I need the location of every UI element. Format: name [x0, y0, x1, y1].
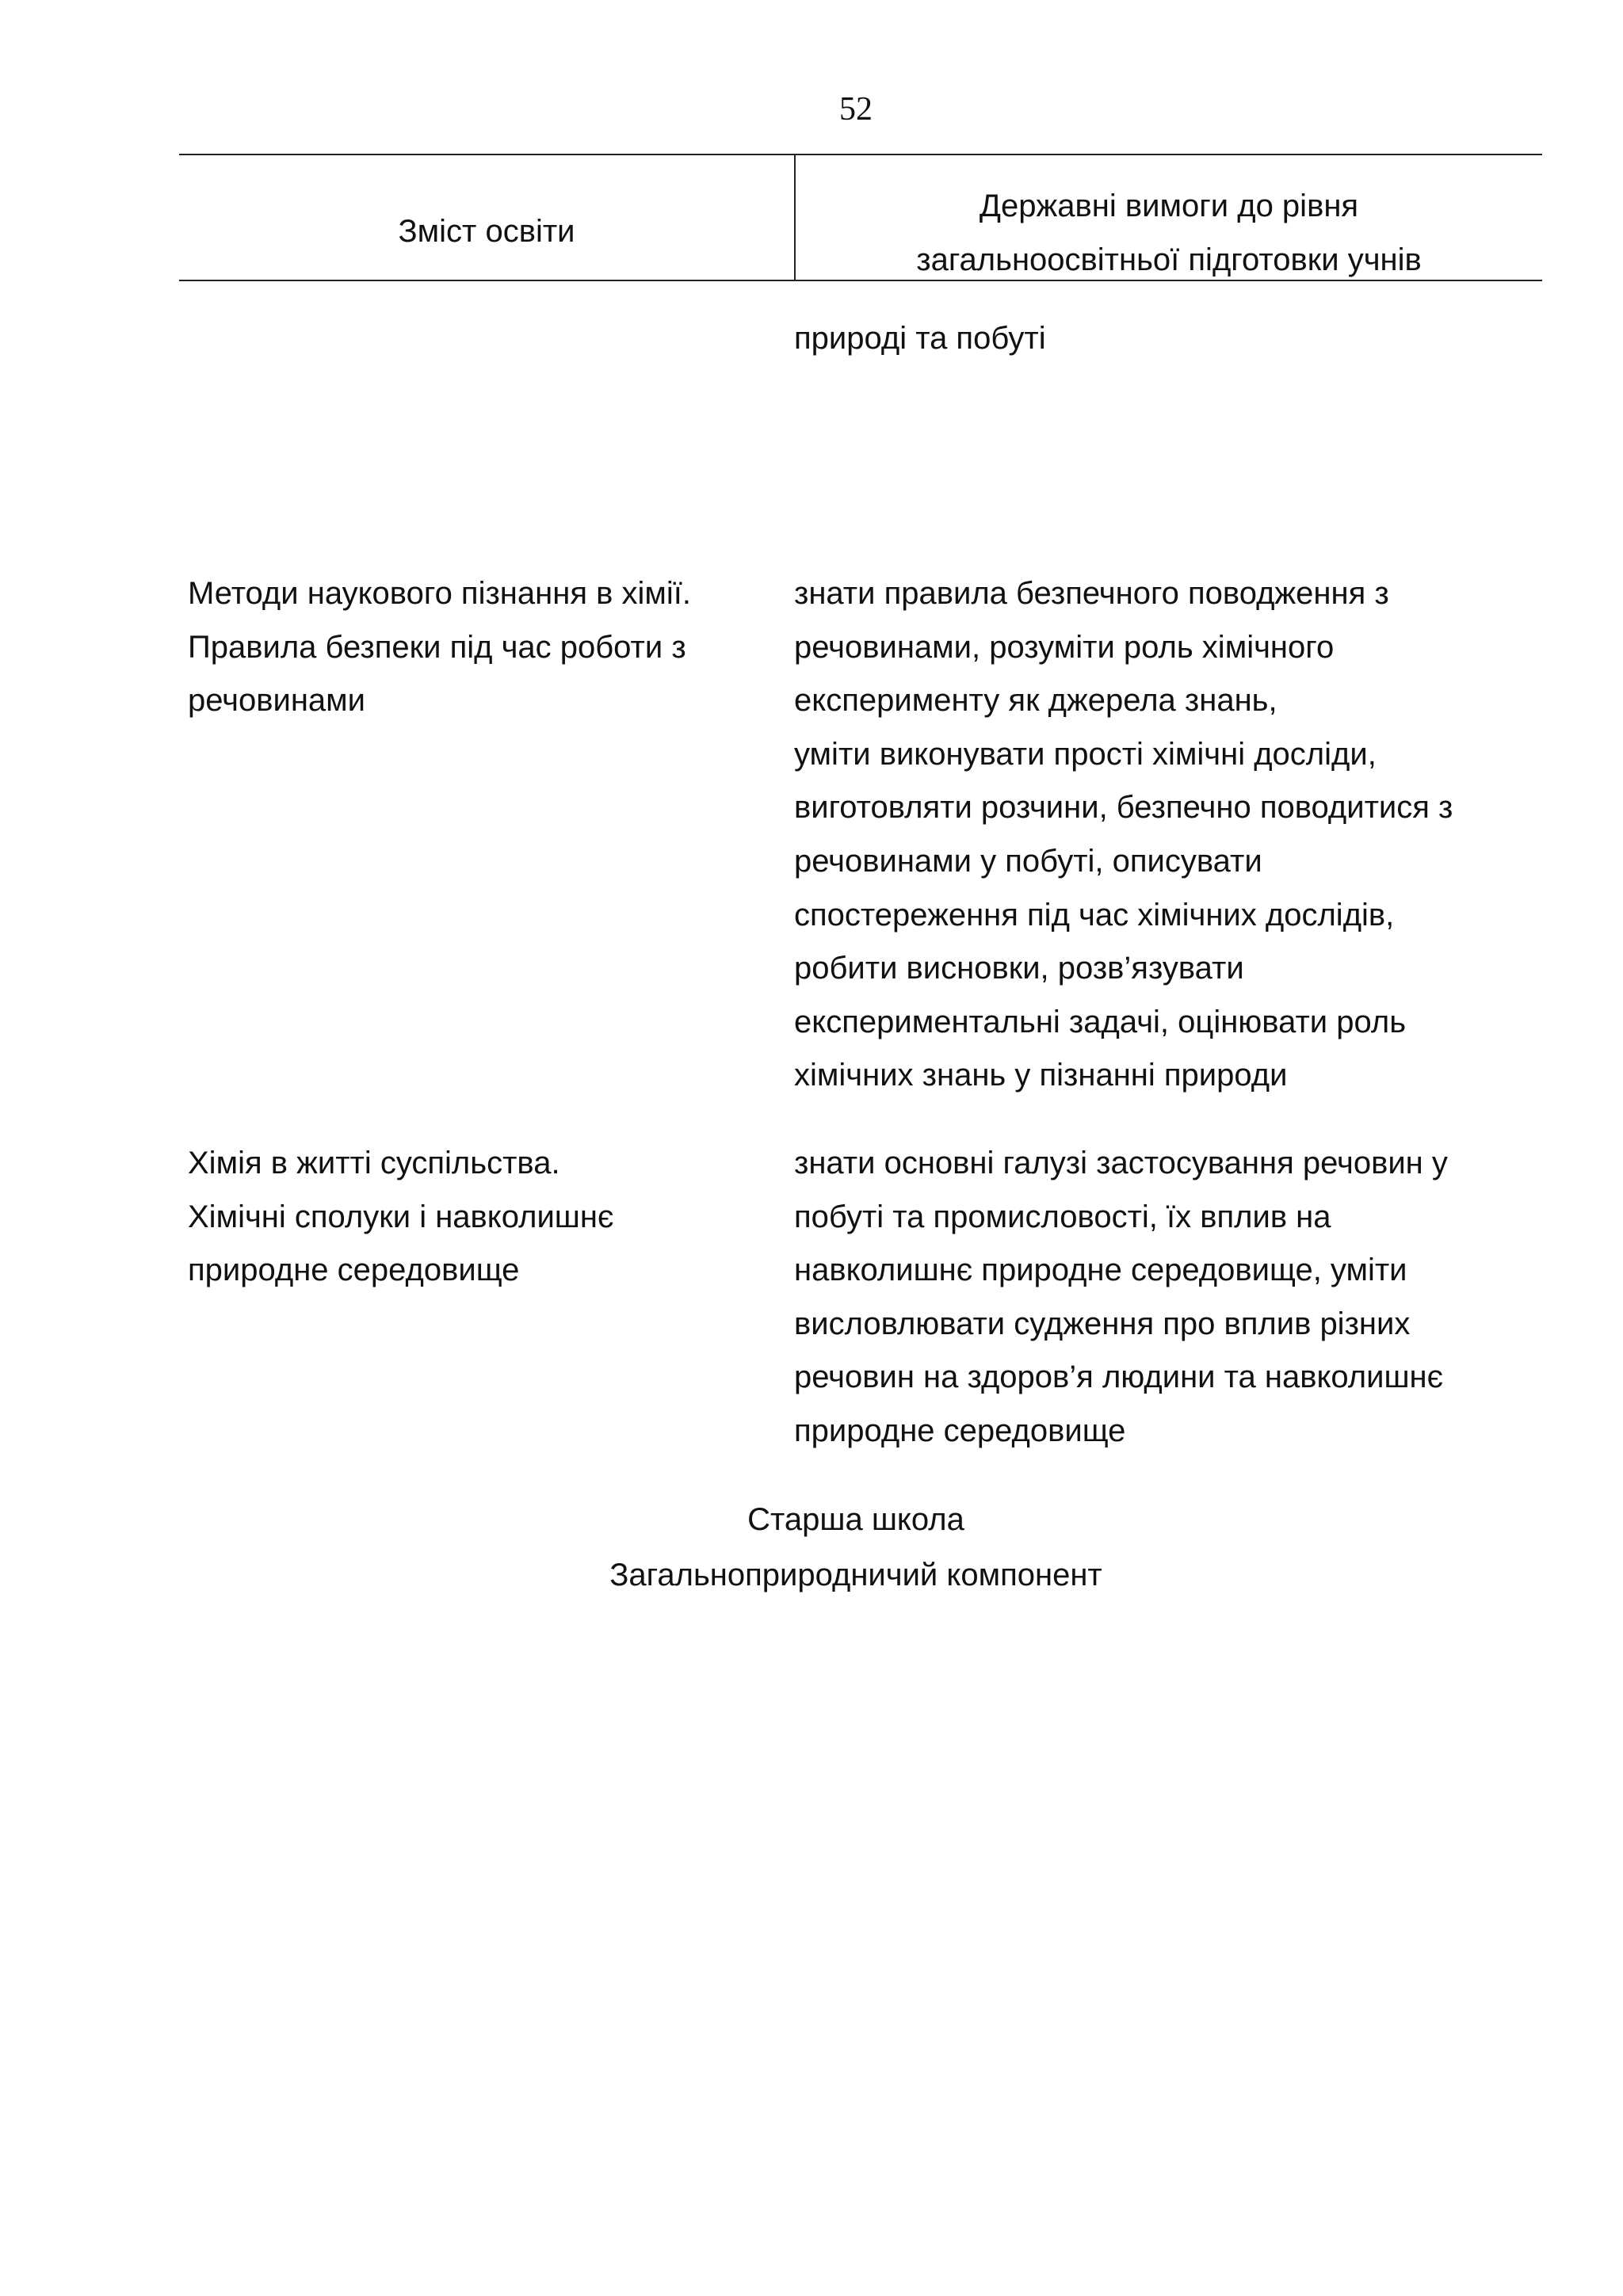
continuation-cell: [794, 312, 1542, 366]
requirement-line: уміти виконувати прості хімічні досліди,: [794, 736, 1377, 772]
content-line: Правила безпеки під час роботи з: [188, 629, 686, 665]
content-line: природне середовище: [188, 1253, 520, 1288]
requirement-line: виготовляти розчини, безпечно поводитися з: [794, 790, 1453, 826]
header-requirements-line: загальноосвітньої підготовки учнів: [916, 242, 1422, 277]
requirement-line: навколишнє природне середовище, уміти: [794, 1253, 1407, 1288]
requirement-line: природне середовище: [794, 1413, 1126, 1448]
row-1-content-cell: [188, 567, 790, 728]
requirement-line: хімічних знань у пізнанні природи: [794, 1058, 1288, 1093]
requirement-line: знати основні галузі застосування речовин у: [794, 1146, 1448, 1180]
header-content-column: Зміст освіти: [398, 214, 575, 249]
requirement-line: речовинами, розуміти роль хімічного: [794, 629, 1335, 665]
content-line: Хімія в житті суспільства.: [188, 1146, 560, 1180]
requirement-line: речовинами у побуті, описувати: [794, 843, 1262, 879]
requirement-line: побуті та промисловості, їх вплив на: [794, 1199, 1331, 1234]
requirement-line: експерименту як джерела знань,: [794, 683, 1277, 719]
requirement-line: висловлювати судження про вплив різних: [794, 1306, 1411, 1341]
row-2-requirements-cell: [794, 1137, 1542, 1459]
section-title: Старша школа: [747, 1502, 964, 1537]
content-line: Методи наукового пізнання в хімії.: [188, 576, 691, 611]
row-2-content-cell: [188, 1137, 790, 1298]
header-requirements-column: [796, 179, 1542, 287]
content-line: речовинами: [188, 683, 366, 719]
requirement-line: речовин на здоров’я людини та навколишнє: [794, 1360, 1444, 1395]
table-top-rule: [179, 154, 1542, 155]
component-title: Загальноприродничий компонент: [609, 1558, 1102, 1592]
continuation-line: природі та побуті: [794, 321, 1046, 356]
requirement-line: експериментальні задачі, оцінювати роль: [794, 1004, 1407, 1039]
page-number: 52: [839, 91, 873, 128]
row-1-requirements-cell: [794, 567, 1542, 1103]
requirement-line: спостереження під час хімічних дослідів,: [794, 897, 1395, 933]
header-requirements-line: Державні вимоги до рівня: [979, 189, 1359, 223]
content-line: Хімічні сполуки і навколишнє: [188, 1199, 614, 1234]
requirement-line: робити висновки, розв’язувати: [794, 951, 1244, 986]
requirement-line: знати правила безпечного поводження з: [794, 576, 1389, 611]
